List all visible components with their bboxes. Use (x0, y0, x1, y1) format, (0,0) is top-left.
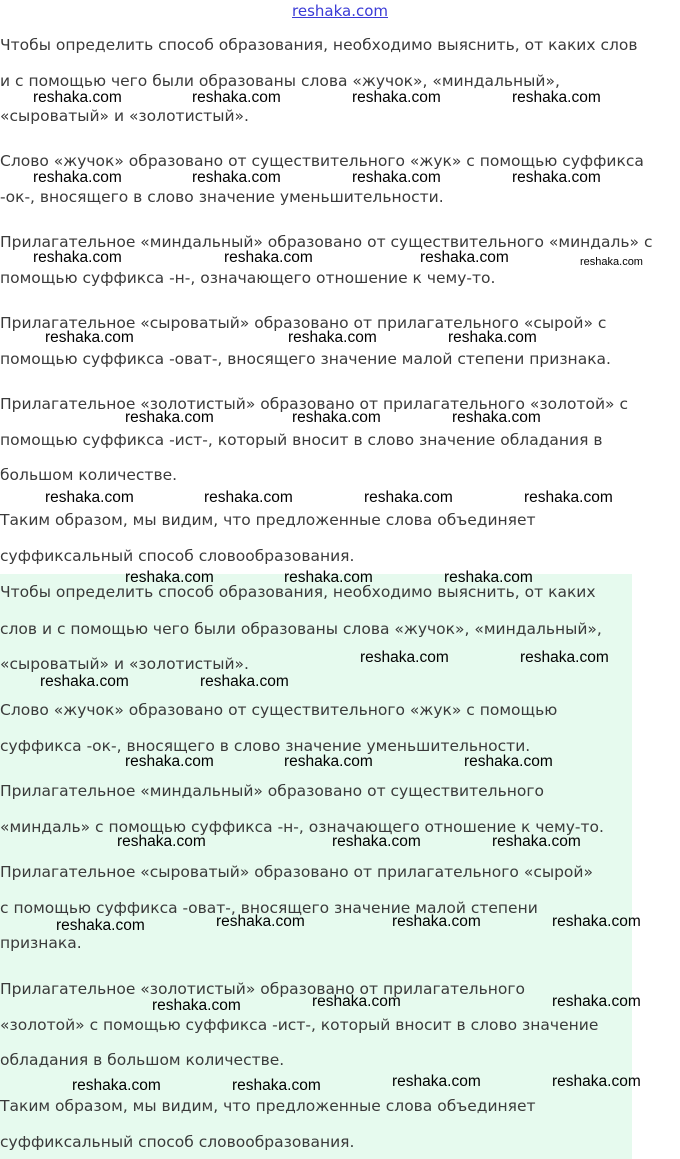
text-line: и с помощью чего были образованы слова «жучок», «миндальный», (0, 72, 560, 90)
watermark: reshaka.com (117, 833, 206, 850)
text-line: помощью суффикса -ист-, который вносит в слово значение обладания в (0, 431, 603, 449)
watermark: reshaka.com (444, 569, 533, 586)
watermark: reshaka.com (200, 673, 289, 690)
watermark: reshaka.com (392, 913, 481, 930)
text-line: «золотой» с помощью суффикса -ист-, который вносит в слово значение (0, 1016, 599, 1034)
watermark: reshaka.com (192, 89, 281, 106)
watermark: reshaka.com (45, 489, 134, 506)
watermark: reshaka.com (224, 249, 313, 266)
watermark: reshaka.com (125, 409, 214, 426)
watermark: reshaka.com (40, 673, 129, 690)
watermark: reshaka.com (152, 997, 241, 1014)
watermark: reshaka.com (580, 256, 643, 268)
text-line: Слово «жучок» образовано от существительного «жук» с помощью суффикса (0, 152, 644, 170)
text-line: Прилагательное «сыроватый» образовано от прилагательного «сырой» (0, 863, 593, 881)
text-line: «сыроватый» и «золотистый». (0, 107, 249, 125)
text-line: слов и с помощью чего были образованы слова «жучок», «миндальный», (0, 620, 602, 638)
watermark: reshaka.com (33, 89, 122, 106)
watermark: reshaka.com (232, 1077, 321, 1094)
text-line: помощью суффикса -оват-, вносящего значение малой степени признака. (0, 350, 611, 368)
watermark: reshaka.com (45, 329, 134, 346)
watermark: reshaka.com (192, 169, 281, 186)
watermark: reshaka.com (364, 489, 453, 506)
text-line: помощью суффикса -н-, означающего отношение к чему-то. (0, 269, 496, 287)
watermark: reshaka.com (492, 833, 581, 850)
text-line: суффиксальный способ словообразования. (0, 1133, 355, 1151)
watermark: reshaka.com (520, 649, 609, 666)
watermark: reshaka.com (33, 249, 122, 266)
watermark: reshaka.com (56, 917, 145, 934)
watermark: reshaka.com (284, 569, 373, 586)
watermark: reshaka.com (360, 649, 449, 666)
watermark: reshaka.com (552, 913, 641, 930)
text-line: признака. (0, 934, 82, 952)
watermark: reshaka.com (552, 1073, 641, 1090)
text-line: -ок-, вносящего в слово значение уменьшительности. (0, 188, 444, 206)
watermark: reshaka.com (352, 89, 441, 106)
watermark: reshaka.com (420, 249, 509, 266)
watermark: reshaka.com (552, 993, 641, 1010)
watermark: reshaka.com (125, 569, 214, 586)
watermark: reshaka.com (312, 993, 401, 1010)
text-line: Прилагательное «миндальный» образовано от существительного «миндаль» с (0, 233, 653, 251)
text-line: Чтобы определить способ образования, необходимо выяснить, от каких слов (0, 36, 638, 54)
watermark: reshaka.com (448, 329, 537, 346)
text-line: обладания в большом количестве. (0, 1051, 285, 1069)
watermark: reshaka.com (392, 1073, 481, 1090)
text-line: с помощью суффикса -оват-, вносящего значение малой степени (0, 899, 538, 917)
text-line: Прилагательное «сыроватый» образовано от прилагательного «сырой» с (0, 314, 607, 332)
watermark: reshaka.com (464, 753, 553, 770)
watermark: reshaka.com (284, 753, 373, 770)
text-line: Прилагательное «миндальный» образовано от существительного (0, 782, 544, 800)
text-line: Слово «жучок» образовано от существительного «жук» с помощью (0, 701, 558, 719)
watermark: reshaka.com (72, 1077, 161, 1094)
text-line: Прилагательное «золотистый» образовано от прилагательного (0, 980, 525, 998)
watermark: reshaka.com (452, 409, 541, 426)
text-line: «сыроватый» и «золотистый». (0, 655, 249, 673)
watermark: reshaka.com (216, 913, 305, 930)
text-line: большом количестве. (0, 466, 178, 484)
watermark: reshaka.com (288, 329, 377, 346)
watermark: reshaka.com (332, 833, 421, 850)
watermark: reshaka.com (292, 409, 381, 426)
text-line: суффикса -ок-, вносящего в слово значение уменьшительности. (0, 737, 531, 755)
watermark: reshaka.com (125, 753, 214, 770)
text-line: Таким образом, мы видим, что предложенные слова объединяет (0, 1097, 536, 1115)
text-line: Таким образом, мы видим, что предложенные слова объединяет (0, 511, 536, 529)
watermark: reshaka.com (524, 489, 613, 506)
watermark: reshaka.com (512, 169, 601, 186)
text-line: «миндаль» с помощью суффикса -н-, означающего отношение к чему-то. (0, 818, 604, 836)
watermark: reshaka.com (33, 169, 122, 186)
watermark: reshaka.com (204, 489, 293, 506)
watermark: reshaka.com (352, 169, 441, 186)
text-line: Чтобы определить способ образования, необходимо выяснить, от каких (0, 583, 596, 601)
text-line: суффиксальный способ словообразования. (0, 547, 355, 565)
site-link[interactable]: reshaka.com (292, 2, 388, 20)
text-line: Прилагательное «золотистый» образовано от прилагательного «золотой» с (0, 395, 628, 413)
watermark: reshaka.com (512, 89, 601, 106)
